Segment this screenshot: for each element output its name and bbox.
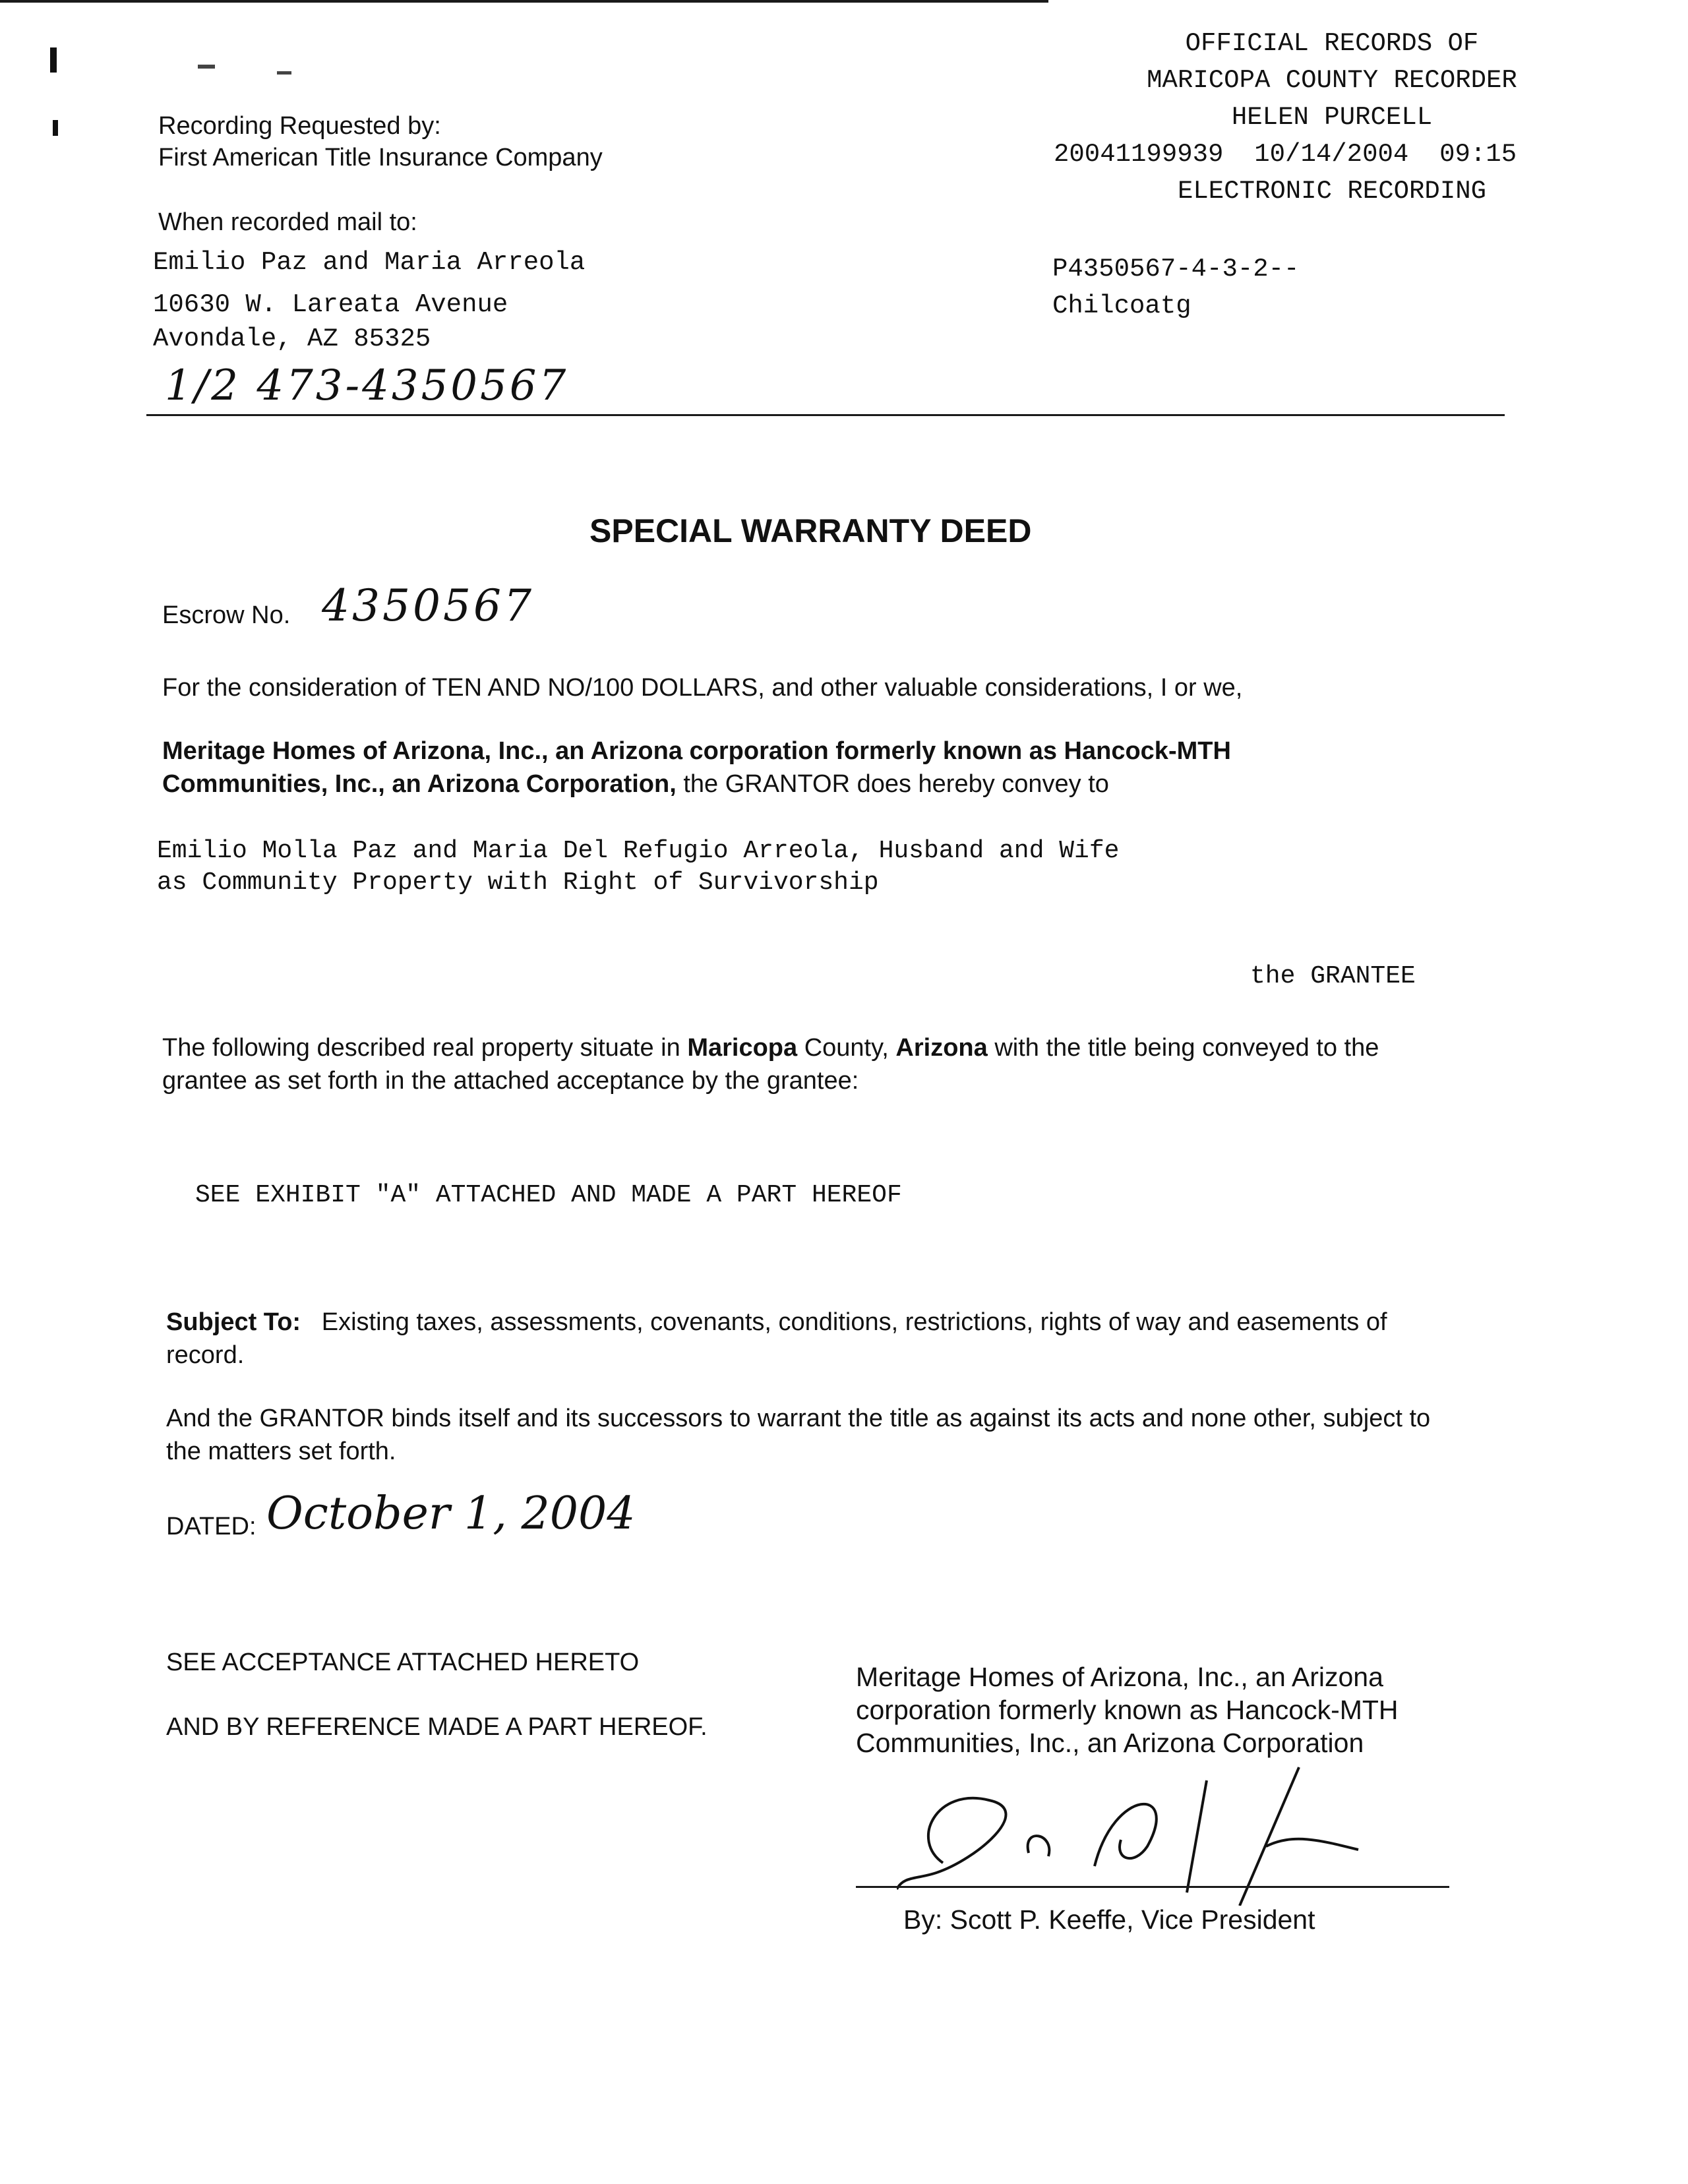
- mail-to-street: 10630 W. Lareata Avenue: [153, 290, 508, 319]
- official-records-line-2: MARICOPA COUNTY RECORDER: [1147, 66, 1517, 95]
- signatory-company-line-1: Meritage Homes of Arizona, Inc., an Arizona: [856, 1662, 1383, 1692]
- mail-to-city: Avondale, AZ 85325: [153, 324, 431, 353]
- document-title: SPECIAL WARRANTY DEED: [589, 512, 1032, 549]
- acceptance-line-1: SEE ACCEPTANCE ATTACHED HERETO: [166, 1649, 640, 1676]
- grantor-name-part1: Meritage Homes of Arizona, Inc., an Arizona corporation formerly known as Hancock-MTH: [162, 737, 1231, 765]
- recording-requested-label: Recording Requested by:: [158, 112, 441, 140]
- subject-to-line-2: record.: [166, 1341, 245, 1369]
- header-divider: [146, 414, 1505, 416]
- mail-to-name: Emilio Paz and Maria Arreola: [153, 248, 586, 277]
- grantor-line-2: [162, 768, 1109, 801]
- margin-mark: [50, 47, 57, 73]
- signatory-company-line-3: Communities, Inc., an Arizona Corporation: [856, 1728, 1364, 1758]
- official-records-line-3: HELEN PURCELL: [1231, 103, 1433, 132]
- grantee-line-2: as Community Property with Right of Survivorship: [157, 868, 879, 897]
- margin-mark: [53, 120, 58, 136]
- signer-name-title: By: Scott P. Keeffe, Vice President: [903, 1904, 1315, 1935]
- property-county: Maricopa: [687, 1034, 798, 1062]
- scan-smudge: [198, 65, 215, 69]
- dated-value: October 1, 2004: [266, 1488, 636, 1540]
- electronic-recording-label: ELECTRONIC RECORDING: [1177, 177, 1487, 206]
- dated-label: DATED:: [166, 1513, 256, 1540]
- escrow-number: 4350567: [322, 580, 534, 631]
- mail-to-label: When recorded mail to:: [158, 208, 417, 236]
- official-records-line-1: OFFICIAL RECORDS OF: [1185, 29, 1479, 58]
- property-state: Arizona: [895, 1034, 988, 1062]
- escrow-label: Escrow No.: [162, 601, 291, 629]
- record-reference: P4350567-4-3-2--: [1052, 255, 1300, 284]
- signatory-company-line-2: corporation formerly known as Hancock-MTH: [856, 1695, 1399, 1725]
- recording-requested-by: First American Title Insurance Company: [158, 144, 603, 171]
- grantor-binds-line-1: And the GRANTOR binds itself and its successors to warrant the title as against its acts and none other, subject to: [166, 1405, 1431, 1432]
- subject-to-text: Existing taxes, assessments, covenants, conditions, restrictions, rights of way and easements of: [321, 1308, 1387, 1336]
- record-clerk: Chilcoatg: [1052, 291, 1191, 320]
- consideration-text: For the consideration of TEN AND NO/100 DOLLARS, and other valuable considerations, I or we,: [162, 674, 1243, 702]
- property-line-2: grantee as set forth in the attached acceptance by the grantee:: [162, 1067, 859, 1095]
- top-border-rule: [0, 0, 1048, 3]
- grantor-name-part2: Communities, Inc., an Arizona Corporation,: [162, 770, 677, 798]
- property-text-b: County,: [797, 1034, 896, 1062]
- property-text-c: with the title being conveyed to the: [987, 1034, 1379, 1062]
- recording-number-date: 20041199939 10/14/2004 09:15: [1054, 140, 1517, 169]
- handwritten-order-number: 1/2 473-4350567: [165, 361, 569, 410]
- grantee-line-1: Emilio Molla Paz and Maria Del Refugio Arreola, Husband and Wife: [157, 837, 1120, 865]
- grantor-binds-line-2: the matters set forth.: [166, 1438, 396, 1465]
- grantor-line-1: [162, 735, 1231, 768]
- property-text-a: The following described real property situate in: [162, 1034, 688, 1062]
- signature-script-text: [936, 1807, 1277, 1862]
- property-line-1: [162, 1031, 1379, 1064]
- subject-to-label: Subject To:: [166, 1308, 301, 1336]
- scan-smudge: [277, 71, 291, 75]
- acceptance-line-2: AND BY REFERENCE MADE A PART HEREOF.: [166, 1713, 708, 1741]
- signature-line: [856, 1886, 1449, 1888]
- exhibit-reference: SEE EXHIBIT "A" ATTACHED AND MADE A PART HEREOF: [195, 1181, 902, 1209]
- grantor-convey-text: the GRANTOR does hereby convey to: [676, 770, 1109, 798]
- grantee-label: the GRANTEE: [1250, 962, 1416, 990]
- subject-to-line-1: [166, 1306, 1387, 1339]
